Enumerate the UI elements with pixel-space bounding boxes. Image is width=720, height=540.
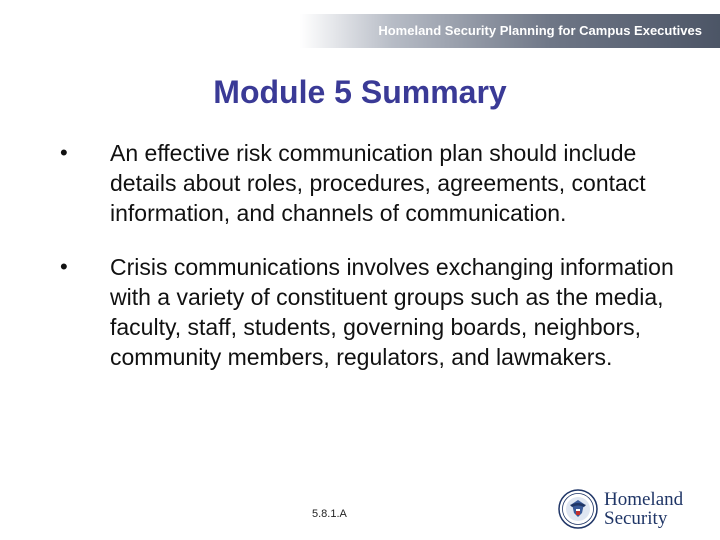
bullet-text: Crisis communications involves exchanging information with a variety of constituent groups such as the media, faculty, staff, students, governing boards, neighbors, community members, regulators, and lawmakers. [110,254,674,370]
logo-line-homeland: Homeland [604,489,684,510]
bullet-mark: • [60,254,68,279]
dhs-logo [558,486,708,532]
bullet-mark: • [60,140,68,165]
dhs-seal-icon [558,489,598,529]
bullet-text: An effective risk communication plan should include details about roles, procedures, agreements, contact information, and channels of communication. [110,140,646,226]
slide-number: 5.8.1.A [312,508,347,520]
logo-wordmark [604,490,683,528]
bullet-item [60,138,680,228]
header-bar [300,14,720,48]
bullet-list [60,138,680,396]
logo-line-security: Security [604,508,668,529]
bullet-item [60,252,680,372]
header-text: Homeland Security Planning for Campus Executives [378,23,702,38]
slide-title: Module 5 Summary [213,74,507,110]
